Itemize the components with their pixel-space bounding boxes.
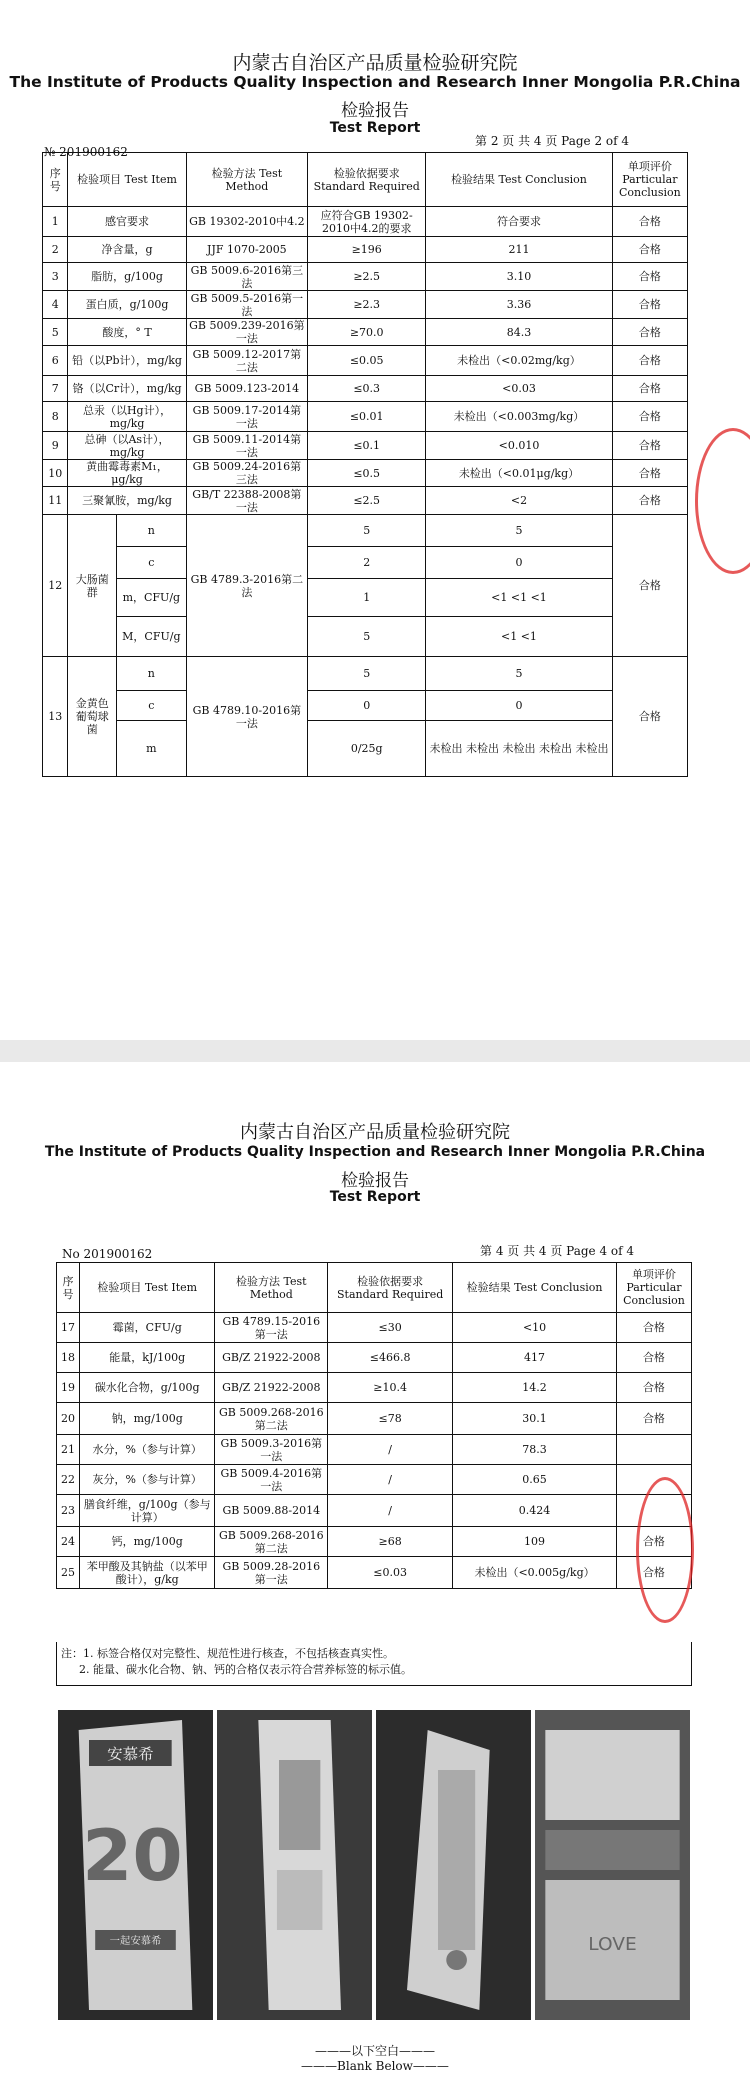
particular-conclusion: 合格 (612, 376, 687, 402)
test-method: GB 5009.239-2016第一法 (186, 319, 308, 346)
col-header-no: 序号 (43, 153, 68, 207)
table-row (57, 1403, 692, 1435)
notes-box (56, 1642, 692, 1686)
results-table-1 (42, 152, 688, 777)
row-number: 24 (57, 1527, 80, 1557)
sub-item: M，CFU/g (117, 617, 186, 657)
test-method: GB 5009.11-2014第一法 (186, 432, 308, 460)
table-row (57, 1435, 692, 1465)
col-header-item: 检验项目 Test Item (68, 153, 186, 207)
page-indicator: 第 4 页 共 4 页 Page 4 of 4 (480, 1244, 635, 1258)
blank-below-cn: ———以下空白——— (314, 2044, 435, 2058)
test-item: 灰分，%（参与计算） (79, 1465, 215, 1495)
test-method: GB 5009.268-2016第二法 (215, 1403, 328, 1435)
row-number: 10 (43, 460, 68, 487)
standard-required: ≤0.3 (308, 376, 426, 402)
test-method: GB 4789.10-2016第一法 (186, 657, 308, 777)
table-row (43, 617, 688, 657)
standard-required: ≤0.03 (328, 1557, 453, 1589)
report-number: № 201900162 (44, 145, 128, 159)
photo-slogan-text: 一起安慕希 (109, 1936, 162, 1947)
row-number: 23 (57, 1495, 80, 1527)
test-result: 417 (453, 1343, 617, 1373)
note-2: 2. 能量、碳水化合物、钠、钙的合格仅表示符合营养标签的标示值。 (79, 1663, 412, 1676)
test-method: GB/Z 21922-2008 (215, 1373, 328, 1403)
test-item: 铅（以Pb计），mg/kg (68, 346, 186, 376)
row-number: 3 (43, 263, 68, 291)
standard-required: 5 (308, 617, 426, 657)
report-title-en: Test Report (329, 1189, 421, 1205)
product-photos (58, 1710, 690, 2020)
standard-required: 5 (308, 657, 426, 691)
test-item: 蛋白质，g/100g (68, 291, 186, 319)
particular-conclusion: 合格 (612, 402, 687, 432)
test-result: 3.36 (426, 291, 612, 319)
test-result: 5 (426, 515, 612, 547)
photo-brand-text: 安慕希 (107, 1745, 154, 1763)
test-method: GB 5009.3-2016第一法 (215, 1435, 328, 1465)
standard-required: ≥70.0 (308, 319, 426, 346)
test-item: 净含量，g (68, 237, 186, 263)
table-row (57, 1313, 692, 1343)
standard-required: ≤466.8 (328, 1343, 453, 1373)
standard-required: / (328, 1435, 453, 1465)
standard-required: ≤0.05 (308, 346, 426, 376)
test-method: GB/Z 21922-2008 (215, 1343, 328, 1373)
test-item: 苯甲酸及其钠盐（以苯甲酸计），g/kg (79, 1557, 215, 1589)
photo-back (376, 1710, 531, 2020)
table-row (43, 291, 688, 319)
table-row (43, 487, 688, 515)
table-row (57, 1495, 692, 1527)
row-number: 7 (43, 376, 68, 402)
particular-conclusion: 合格 (612, 346, 687, 376)
row-number: 19 (57, 1373, 80, 1403)
test-method: GB 5009.88-2014 (215, 1495, 328, 1527)
institute-title-en: The Institute of Products Quality Inspection and Research Inner Mongolia P.R.China (44, 1144, 706, 1160)
test-result: 未检出（<0.01μg/kg） (426, 460, 612, 487)
particular-conclusion: 合格 (612, 263, 687, 291)
table-row (43, 547, 688, 579)
col-header-particular: 单项评价 Particular Conclusion (612, 153, 687, 207)
col-header-standard: 检验依据要求 Standard Required (308, 153, 426, 207)
test-result: 未检出（<0.02mg/kg） (426, 346, 612, 376)
particular-conclusion: 合格 (612, 319, 687, 346)
standard-required: ≤30 (328, 1313, 453, 1343)
report-title-en: Test Report (329, 120, 421, 136)
test-method: GB 5009.268-2016第二法 (215, 1527, 328, 1557)
note-1: 注：1. 标签合格仅对完整性、规范性进行核查，不包括核查真实性。 (61, 1647, 394, 1660)
test-method: GB 5009.28-2016第一法 (215, 1557, 328, 1589)
standard-required: ≥2.3 (308, 291, 426, 319)
particular-conclusion: 合格 (612, 657, 687, 777)
particular-conclusion: 合格 (616, 1527, 691, 1557)
row-number: 8 (43, 402, 68, 432)
row-number: 2 (43, 237, 68, 263)
table-row (43, 721, 688, 777)
standard-required: ≥2.5 (308, 263, 426, 291)
sub-item: m，CFU/g (117, 579, 186, 617)
test-method: GB 5009.12-2017第二法 (186, 346, 308, 376)
photo-side (217, 1710, 372, 2020)
particular-conclusion: 合格 (612, 291, 687, 319)
standard-required: ≥196 (308, 237, 426, 263)
standard-required: 0 (308, 691, 426, 721)
report-page-4 (0, 1062, 750, 2088)
test-item: 总汞（以Hg计），mg/kg (68, 402, 186, 432)
table-row (57, 1557, 692, 1589)
test-result: 符合要求 (426, 207, 612, 237)
table-row (43, 207, 688, 237)
institute-title-cn: 内蒙古自治区产品质量检验研究院 (240, 1122, 510, 1143)
sub-item: n (117, 515, 186, 547)
particular-conclusion: 合格 (612, 237, 687, 263)
particular-conclusion: 合格 (612, 207, 687, 237)
test-result: 0.424 (453, 1495, 617, 1527)
row-number: 11 (43, 487, 68, 515)
test-item: 能量，kJ/100g (79, 1343, 215, 1373)
table-row (43, 402, 688, 432)
particular-conclusion: 合格 (612, 515, 687, 657)
page-separator (0, 1040, 750, 1062)
row-number: 4 (43, 291, 68, 319)
test-method: GB 5009.5-2016第一法 (186, 291, 308, 319)
test-result: 211 (426, 237, 612, 263)
test-item: 大肠菌群 (68, 515, 117, 657)
particular-conclusion: 合格 (612, 460, 687, 487)
sub-item: m (117, 721, 186, 777)
test-result: 未检出 未检出 未检出 未检出 未检出 (426, 721, 612, 777)
test-item: 钠，mg/100g (79, 1403, 215, 1435)
official-stamp (636, 1477, 694, 1623)
table-row (43, 691, 688, 721)
test-item: 钙，mg/100g (79, 1527, 215, 1557)
test-item: 三聚氰胺，mg/kg (68, 487, 186, 515)
standard-required: ≤0.01 (308, 402, 426, 432)
test-item: 总砷（以As计），mg/kg (68, 432, 186, 460)
report-title-cn: 检验报告 (341, 101, 409, 121)
test-item: 水分，%（参与计算） (79, 1435, 215, 1465)
particular-conclusion: 合格 (612, 487, 687, 515)
test-method: GB 19302-2010中4.2 (186, 207, 308, 237)
test-result: 未检出（<0.003mg/kg） (426, 402, 612, 432)
table-row (43, 432, 688, 460)
row-number: 13 (43, 657, 68, 777)
sub-item: c (117, 691, 186, 721)
standard-required: 5 (308, 515, 426, 547)
standard-required: / (328, 1465, 453, 1495)
page-indicator: 第 2 页 共 4 页 Page 2 of 4 (475, 134, 630, 148)
report-title-cn: 检验报告 (341, 1171, 409, 1191)
institute-title-en: The Institute of Products Quality Inspection and Research Inner Mongolia P.R.China (9, 73, 741, 91)
photo-top (535, 1710, 690, 2020)
table-row (57, 1343, 692, 1373)
row-number: 6 (43, 346, 68, 376)
test-method: GB 5009.123-2014 (186, 376, 308, 402)
test-item: 脂肪，g/100g (68, 263, 186, 291)
standard-required: 应符合GB 19302-2010中4.2的要求 (308, 207, 426, 237)
standard-required: 1 (308, 579, 426, 617)
test-result: 3.10 (426, 263, 612, 291)
standard-required: 0/25g (308, 721, 426, 777)
particular-conclusion: 合格 (616, 1313, 691, 1343)
sub-item: c (117, 547, 186, 579)
col-header-item: 检验项目 Test Item (79, 1263, 215, 1313)
col-header-standard: 检验依据要求 Standard Required (328, 1263, 453, 1313)
col-header-method: 检验方法 Test Method (186, 153, 308, 207)
test-method: GB/T 22388-2008第一法 (186, 487, 308, 515)
table-row (43, 579, 688, 617)
table-row (43, 460, 688, 487)
official-stamp (695, 428, 750, 574)
particular-conclusion: 合格 (616, 1403, 691, 1435)
test-result: <0.010 (426, 432, 612, 460)
col-header-conclusion: 检验结果 Test Conclusion (453, 1263, 617, 1313)
particular-conclusion: 合格 (616, 1373, 691, 1403)
test-item: 霉菌，CFU/g (79, 1313, 215, 1343)
standard-required: ≤0.5 (308, 460, 426, 487)
test-result: 109 (453, 1527, 617, 1557)
standard-required: 2 (308, 547, 426, 579)
standard-required: / (328, 1495, 453, 1527)
test-method: GB 5009.24-2016第三法 (186, 460, 308, 487)
col-header-no: 序号 (57, 1263, 80, 1313)
table-header-row (57, 1263, 692, 1313)
blank-below-en: ———Blank Below——— (301, 2059, 449, 2073)
test-method: GB 5009.6-2016第三法 (186, 263, 308, 291)
test-item: 膳食纤维，g/100g（参与计算） (79, 1495, 215, 1527)
table-row (43, 376, 688, 402)
standard-required: ≤78 (328, 1403, 453, 1435)
row-number: 18 (57, 1343, 80, 1373)
test-method: GB 5009.17-2014第一法 (186, 402, 308, 432)
test-result: 78.3 (453, 1435, 617, 1465)
standard-required: ≤0.1 (308, 432, 426, 460)
row-number: 12 (43, 515, 68, 657)
col-header-conclusion: 检验结果 Test Conclusion (426, 153, 612, 207)
row-number: 1 (43, 207, 68, 237)
particular-conclusion: 合格 (616, 1343, 691, 1373)
test-result: <2 (426, 487, 612, 515)
particular-conclusion: 合格 (616, 1557, 691, 1589)
particular-conclusion: 合格 (612, 432, 687, 460)
test-item: 碳水化合物，g/100g (79, 1373, 215, 1403)
test-method: GB 4789.3-2016第二法 (186, 515, 308, 657)
test-item: 酸度，° T (68, 319, 186, 346)
test-item: 黄曲霉毒素M₁，μg/kg (68, 460, 186, 487)
test-item: 金黄色葡萄球菌 (68, 657, 117, 777)
col-header-method: 检验方法 Test Method (215, 1263, 328, 1313)
test-result: 未检出（<0.005g/kg） (453, 1557, 617, 1589)
table-row (57, 1373, 692, 1403)
institute-title-cn: 内蒙古自治区产品质量检验研究院 (232, 52, 518, 74)
test-item: 感官要求 (68, 207, 186, 237)
test-item: 铬（以Cr计），mg/kg (68, 376, 186, 402)
photo-front (58, 1710, 213, 2020)
test-result: 0 (426, 691, 612, 721)
table-row (43, 319, 688, 346)
row-number: 17 (57, 1313, 80, 1343)
test-method: JJF 1070-2005 (186, 237, 308, 263)
photo-love-text: LOVE (588, 1934, 637, 1955)
table-row (43, 657, 688, 691)
test-result: <1 <1 <1 (426, 579, 612, 617)
test-result: 5 (426, 657, 612, 691)
test-method: GB 5009.4-2016第一法 (215, 1465, 328, 1495)
row-number: 21 (57, 1435, 80, 1465)
particular-conclusion (616, 1435, 691, 1465)
test-result: <0.03 (426, 376, 612, 402)
table-row (43, 263, 688, 291)
test-result: <10 (453, 1313, 617, 1343)
row-number: 20 (57, 1403, 80, 1435)
photo-number-text: 20 (82, 1815, 183, 1897)
results-table-2 (56, 1262, 692, 1589)
report-page-2 (0, 0, 750, 1040)
standard-required: ≥68 (328, 1527, 453, 1557)
table-row (57, 1465, 692, 1495)
row-number: 25 (57, 1557, 80, 1589)
test-result: 14.2 (453, 1373, 617, 1403)
report-number: No 201900162 (62, 1247, 153, 1261)
table-row (57, 1527, 692, 1557)
col-header-particular: 单项评价 Particular Conclusion (616, 1263, 691, 1313)
test-method: GB 4789.15-2016第一法 (215, 1313, 328, 1343)
test-result: 30.1 (453, 1403, 617, 1435)
row-number: 22 (57, 1465, 80, 1495)
standard-required: ≥10.4 (328, 1373, 453, 1403)
test-result: 0.65 (453, 1465, 617, 1495)
standard-required: ≤2.5 (308, 487, 426, 515)
test-result: 84.3 (426, 319, 612, 346)
test-result: <1 <1 (426, 617, 612, 657)
test-result: 0 (426, 547, 612, 579)
table-row (43, 346, 688, 376)
table-row (43, 515, 688, 547)
sub-item: n (117, 657, 186, 691)
table-header-row (43, 153, 688, 207)
table-row (43, 237, 688, 263)
row-number: 9 (43, 432, 68, 460)
row-number: 5 (43, 319, 68, 346)
